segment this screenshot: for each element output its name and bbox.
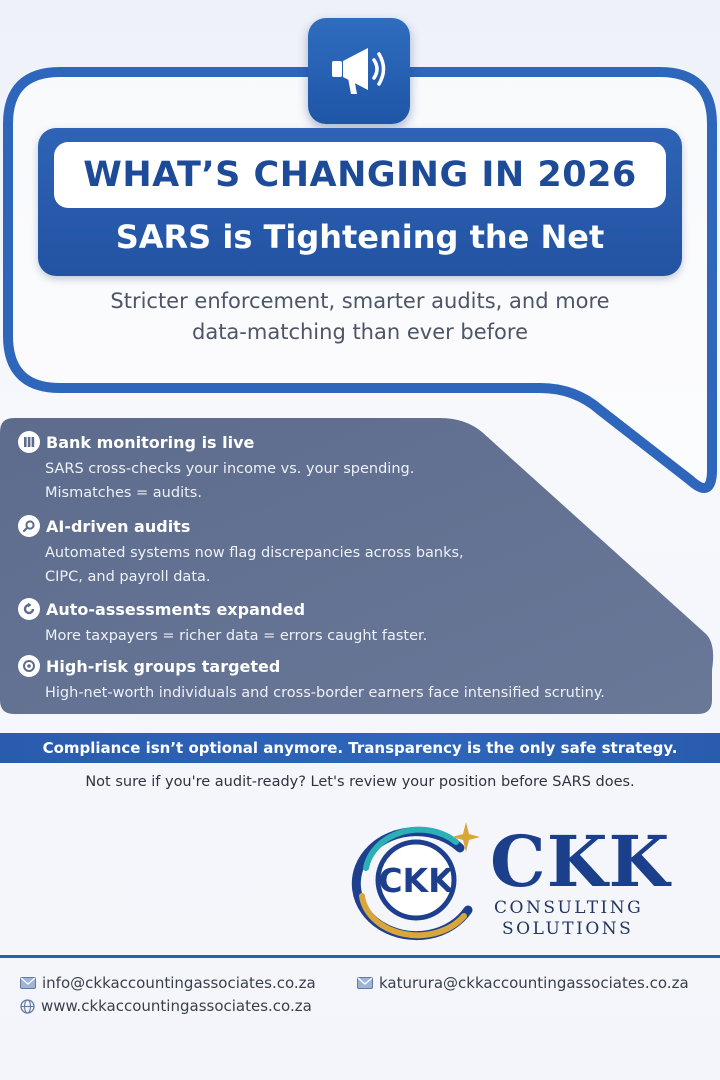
contact-email-katurura[interactable] [357, 974, 689, 992]
item-desc-line: SARS cross-checks your income vs. your spending. [45, 461, 415, 477]
item-title: High-risk groups targeted [46, 656, 281, 676]
item-description [45, 541, 464, 589]
intro-text [60, 286, 660, 348]
megaphone-badge [308, 18, 410, 124]
mail-icon [357, 977, 373, 989]
item-desc-line: Mismatches = audits. [45, 485, 202, 501]
footer-divider [0, 955, 720, 958]
band-text: Compliance isn’t optional anymore. Transparency is the only safe strategy. [42, 739, 678, 757]
email-link[interactable]: info@ckkaccountingassociates.co.za [42, 974, 316, 992]
item-desc-line: CIPC, and payroll data. [45, 569, 211, 585]
logo-name: CKK [490, 820, 671, 903]
globe-icon [20, 999, 35, 1014]
intro-line-2: data-matching than ever before [192, 320, 528, 344]
item-title: Auto-assessments expanded [46, 599, 306, 619]
intro-line-1: Stricter enforcement, smarter audits, and more [110, 289, 610, 313]
logo-line-solutions: SOLUTIONS [502, 919, 634, 939]
magnifier-icon [18, 515, 40, 537]
refresh-icon [18, 598, 40, 620]
ckk-logo-emblem [348, 818, 488, 942]
target-icon [18, 655, 40, 677]
item-desc-line: Automated systems now flag discrepancies across banks, [45, 545, 464, 561]
item-description [45, 681, 605, 705]
item-title: AI-driven audits [46, 516, 191, 536]
info-item-bank-monitoring [18, 431, 414, 505]
contact-website[interactable] [20, 997, 312, 1015]
mail-icon [20, 977, 36, 989]
megaphone-icon [328, 42, 390, 100]
info-item-high-risk-groups [18, 655, 605, 705]
compliance-band [0, 733, 720, 763]
item-title: Bank monitoring is live [46, 432, 255, 452]
page-subtitle: SARS is Tightening the Net [115, 218, 605, 256]
title-pill [54, 142, 666, 208]
page-title: WHAT’S CHANGING IN 2026 [83, 155, 637, 195]
item-description [45, 624, 427, 648]
item-desc-line: High-net-worth individuals and cross-border earners face intensified scrutiny. [45, 685, 605, 701]
email-link[interactable]: katurura@ckkaccountingassociates.co.za [379, 974, 689, 992]
info-item-auto-assessments [18, 598, 427, 648]
logo-line-consulting: CONSULTING [494, 898, 644, 918]
logo-emblem-text: CKK [378, 861, 454, 900]
item-description [45, 457, 414, 505]
contact-email-info[interactable] [20, 974, 316, 992]
item-desc-line: More taxpayers = richer data = errors caught faster. [45, 628, 428, 644]
pause-icon [18, 431, 40, 453]
website-link[interactable]: www.ckkaccountingassociates.co.za [41, 997, 312, 1015]
info-item-ai-audits [18, 515, 464, 589]
call-to-action-text: Not sure if you're audit-ready? Let's review your position before SARS does. [85, 774, 635, 790]
